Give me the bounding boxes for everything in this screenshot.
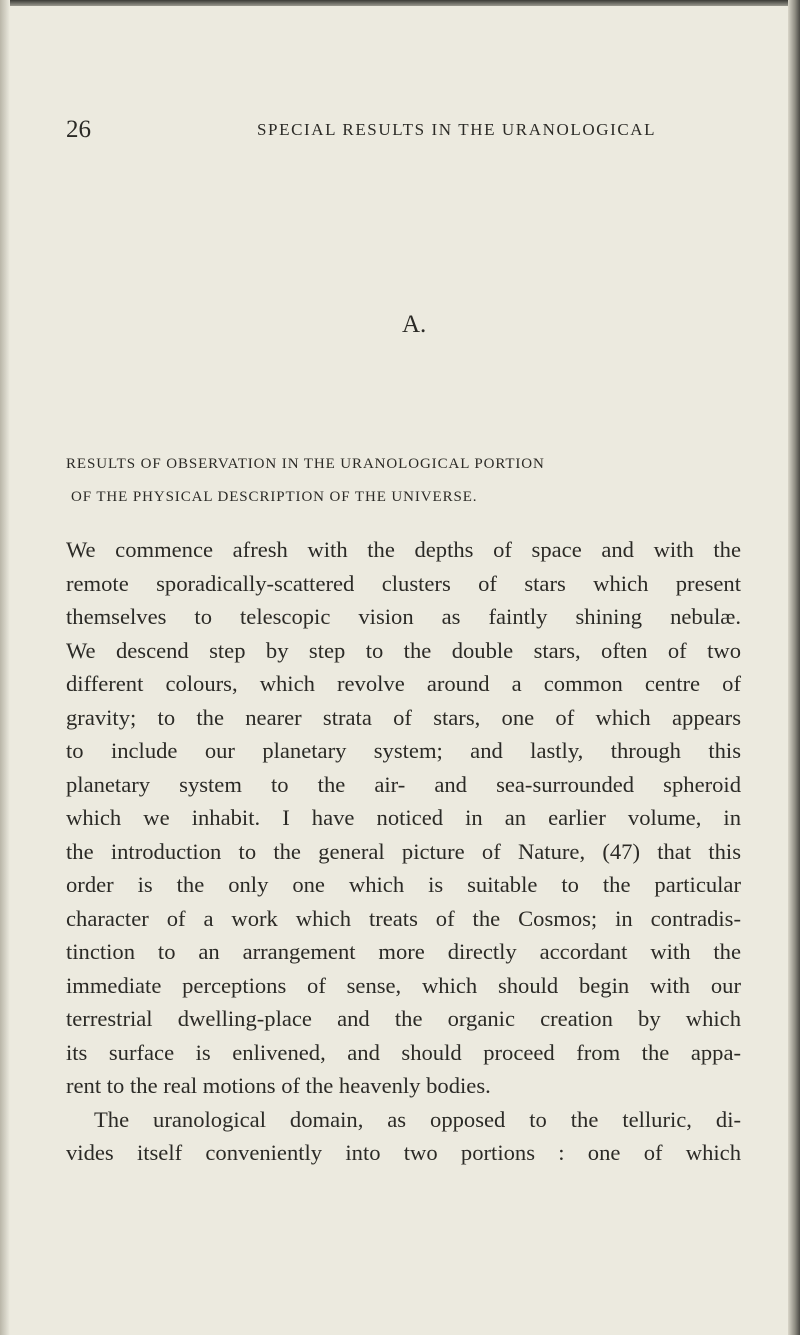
- body-line: tinction to an arrangement more directly accordant with the: [66, 939, 741, 964]
- body-line: the introduction to the general picture of Nature, (47) that this: [66, 838, 741, 864]
- body-line: planetary system to the air- and sea-surrounded spheroid: [66, 771, 741, 797]
- section-letter: A.: [402, 311, 427, 338]
- body-line: gravity; to the nearer strata of stars, one of which appears: [66, 704, 741, 730]
- body-line: its surface is enlivened, and should proceed from the appa-: [66, 1039, 741, 1065]
- section-heading-line: RESULTS OF OBSERVATION IN THE URANOLOGICAL PORTION: [66, 456, 545, 472]
- page-right-edge: [788, 0, 800, 1335]
- body-line: We descend step by step to the double stars, often of two: [66, 637, 741, 663]
- body-line: remote sporadically-scattered clusters of stars which present: [66, 570, 741, 596]
- body-line: The uranological domain, as opposed to the telluric, di-: [94, 1106, 741, 1132]
- body-line: character of a work which treats of the Cosmos; in contradis-: [66, 905, 741, 931]
- gutter-shadow: [0, 0, 10, 1335]
- body-line: We commence afresh with the depths of space and with the: [66, 537, 741, 562]
- body-line: themselves to telescopic vision as faintly shining nebulæ.: [66, 604, 741, 629]
- body-line: different colours, which revolve around a common centre of: [66, 671, 741, 696]
- body-line: which we inhabit. I have noticed in an earlier volume, in: [66, 805, 741, 830]
- body-line: to include our planetary system; and lastly, through this: [66, 738, 741, 763]
- running-head: [66, 116, 716, 146]
- body-line: vides itself conveniently into two portions : one of which: [66, 1140, 741, 1165]
- section-heading-line: OF THE PHYSICAL DESCRIPTION OF THE UNIVERSE.: [71, 489, 478, 505]
- body-text: [66, 533, 741, 1170]
- body-line: immediate perceptions of sense, which should begin with our: [66, 972, 741, 998]
- body-line: order is the only one which is suitable to the particular: [66, 872, 741, 897]
- page-number: 26: [66, 116, 91, 143]
- running-head-title: SPECIAL RESULTS IN THE URANOLOGICAL: [257, 120, 657, 139]
- body-line: terrestrial dwelling-place and the organic creation by which: [66, 1006, 741, 1031]
- page-top-edge: [0, 0, 800, 6]
- body-line: rent to the real motions of the heavenly bodies.: [66, 1073, 491, 1098]
